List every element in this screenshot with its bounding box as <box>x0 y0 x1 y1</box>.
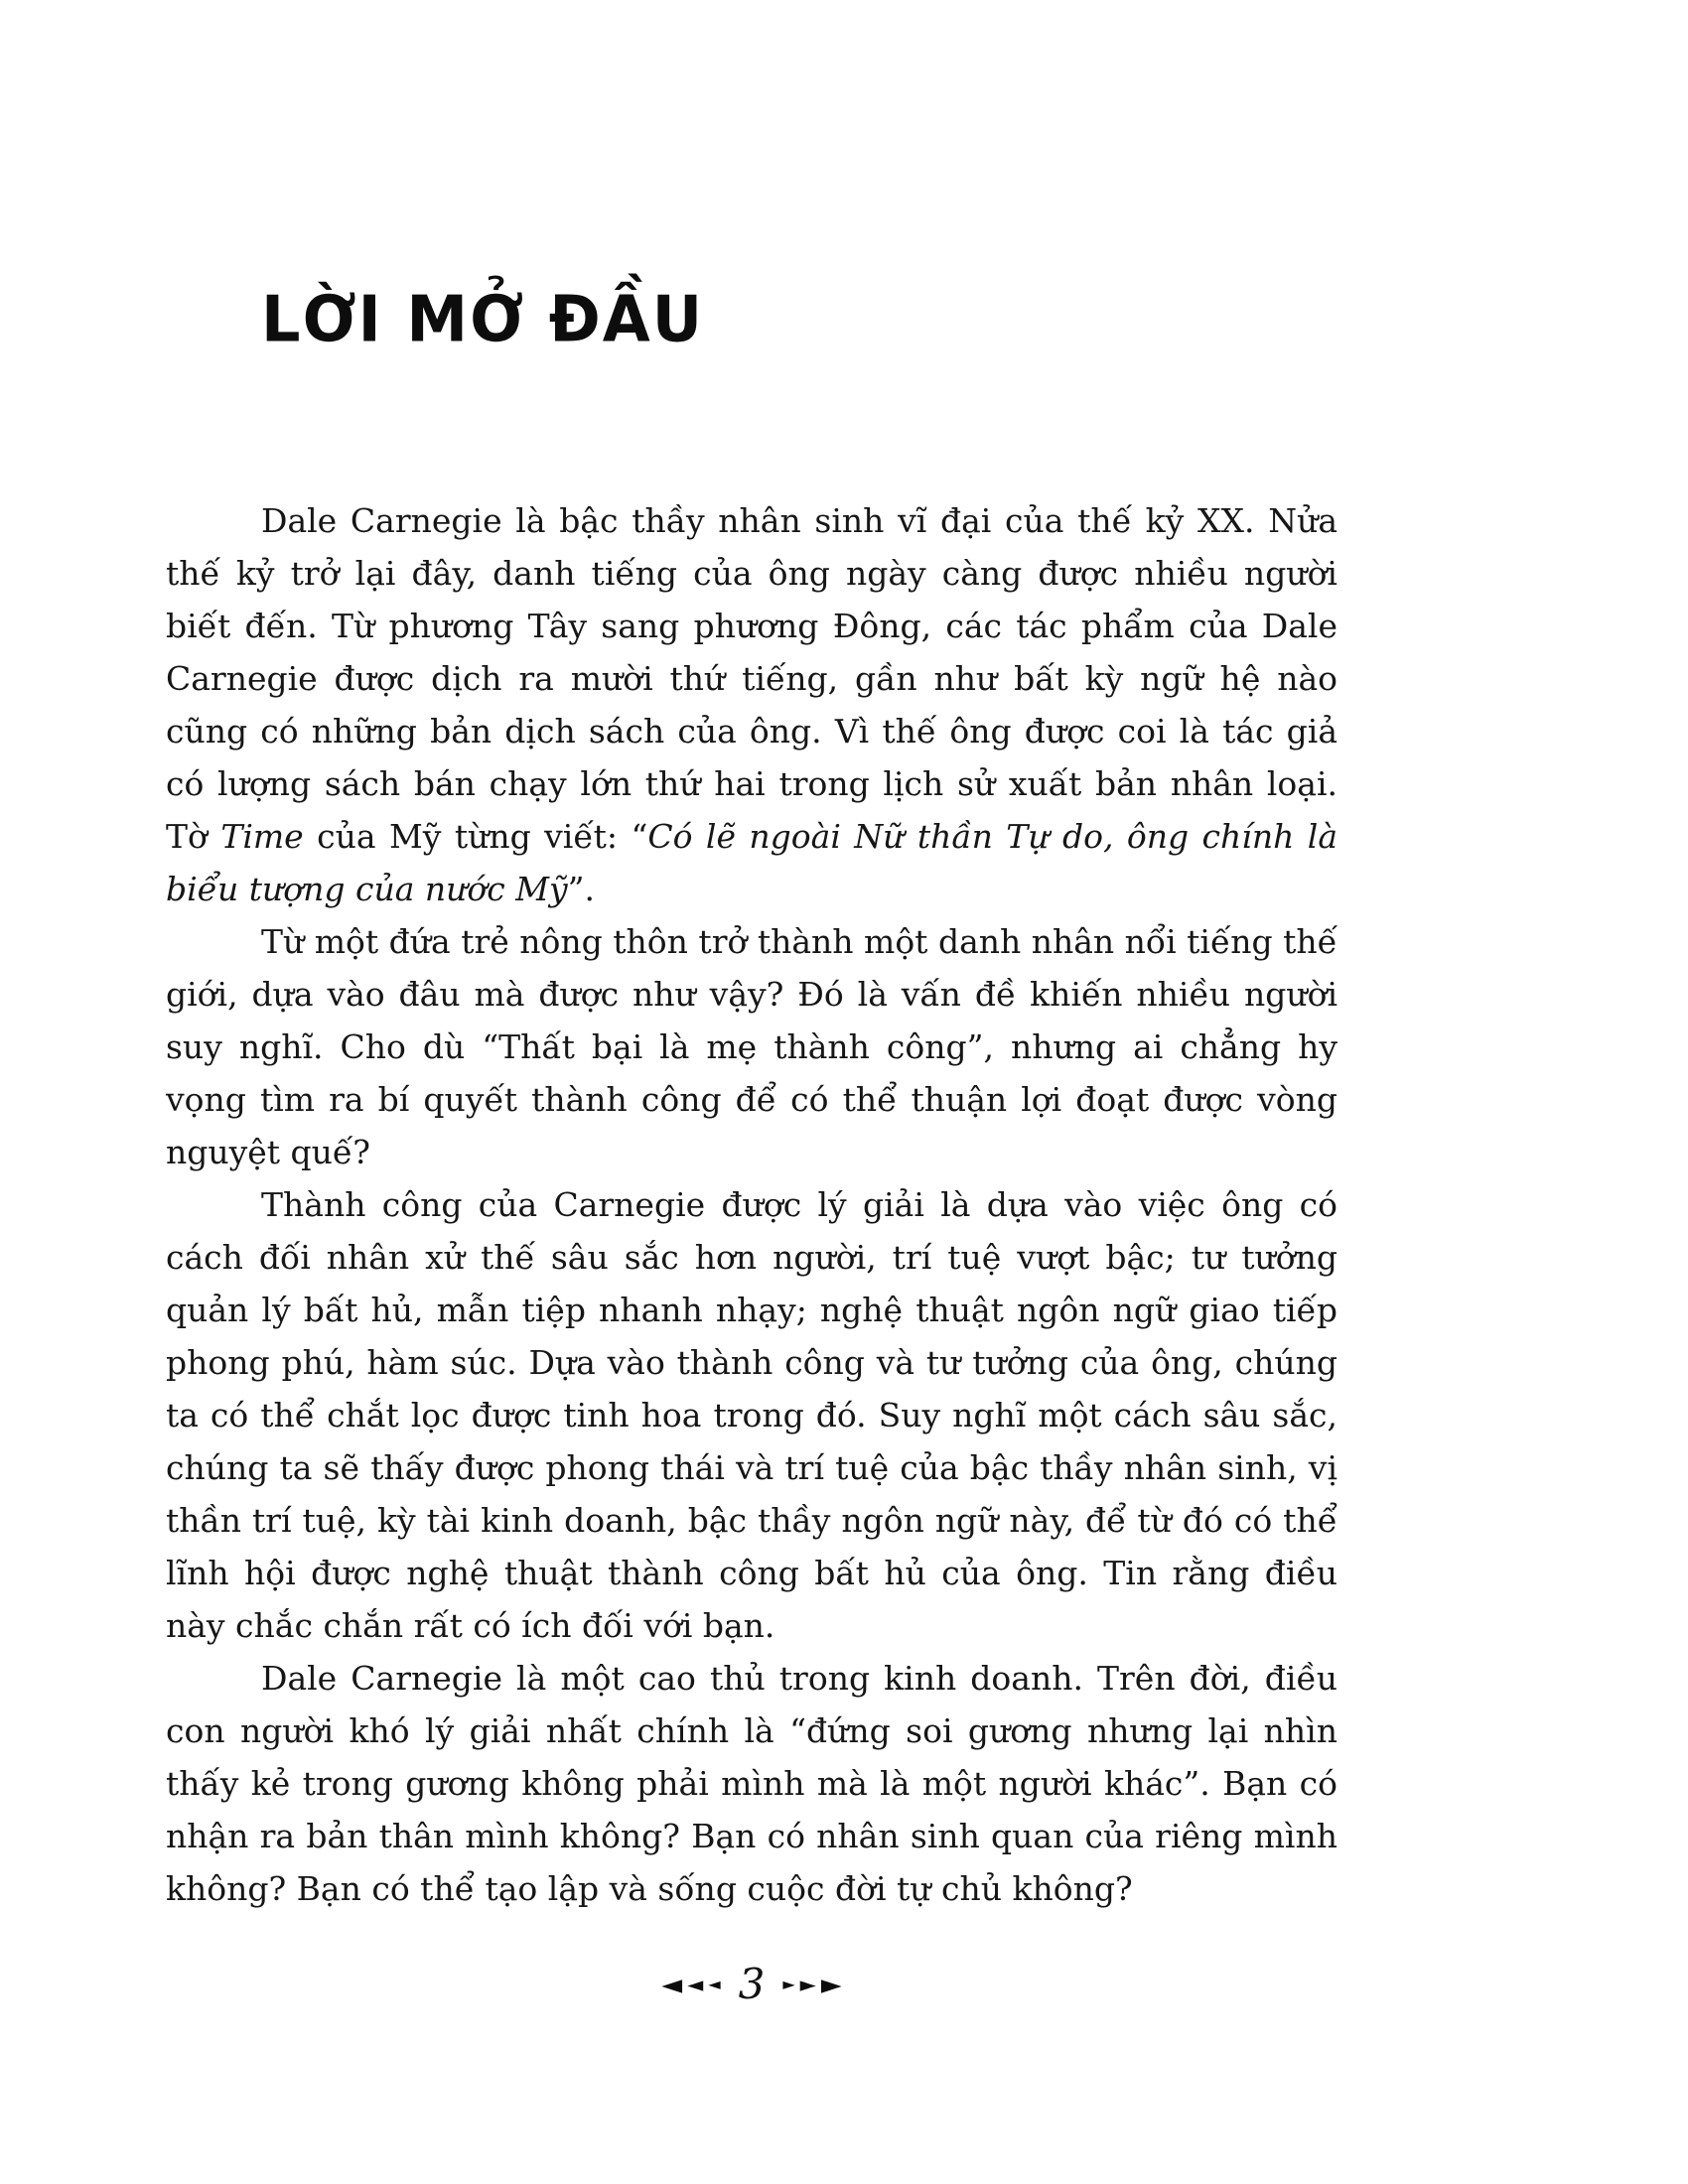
text-segment: Dale Carnegie là bậc thầy nhân sinh vĩ đại của thế kỷ XX. Nửa thế kỷ trở lại đây, danh tiếng của ông ngày càng được nhiều người biết đến. Từ phương Tây sang phương Đông, các tác phẩm của Dale Carnegie được dịch ra mười thứ tiếng, gần như bất kỳ ngữ hệ nào cũng có những bản dịch sách của ông. Vì thế ông được coi là tác giả có lượng sách bán chạy lớn thứ hai trong lịch sử xuất bản nhân loại. Tờ <box>166 501 1337 856</box>
paragraph <box>166 494 1337 915</box>
text-segment: Thành công của Carnegie được lý giải là dựa vào việc ông có cách đối nhân xử thế sâu sắc hơn người, trí tuệ vượt bậc; tư tưởng quản lý bất hủ, mẫn tiệp nhanh nhạy; nghệ thuật ngôn ngữ giao tiếp phong phú, hàm súc. Dựa vào thành công và tư tưởng của ông, chúng ta có thể chắt lọc được tinh hoa trong đó. Suy nghĩ một cách sâu sắc, chúng ta sẽ thấy được phong thái và trí tuệ của bậc thầy nhân sinh, vị thần trí tuệ, kỳ tài kinh doanh, bậc thầy ngôn ngữ này, để từ đó có thể lĩnh hội được nghệ thuật thành công bất hủ của ông. Tin rằng điều này chắc chắn rất có ích đối với bạn. <box>166 1185 1337 1645</box>
left-arrow-icon: ◄ <box>661 1969 683 2000</box>
chapter-heading: LỜI MỞ ĐẦU <box>261 281 705 356</box>
right-arrow-icon: ► <box>782 1975 795 1993</box>
page-footer <box>166 1960 1337 2008</box>
text-segment: Có lẽ ngoài Nữ thần Tự do, ông chính là biểu tượng của nước Mỹ <box>166 817 1338 908</box>
text-segment: Từ một đứa trẻ nông thôn trở thành một danh nhân nổi tiếng thế giới, dựa vào đâu mà được như vậy? Đó là vấn đề khiến nhiều người suy nghĩ. Cho dù “Thất bại là mẹ thành công”, nhưng ai chẳng hy vọng tìm ra bí quyết thành công để có thể thuận lợi đoạt được vòng nguyệt quế? <box>166 922 1337 1171</box>
right-arrow-icon: ► <box>820 1969 842 2000</box>
paragraph <box>166 915 1337 1178</box>
left-arrow-icon: ◄ <box>708 1975 721 1993</box>
right-arrow-icon: ► <box>799 1972 816 1996</box>
paragraph <box>166 1178 1337 1652</box>
paragraph <box>166 1652 1337 1915</box>
text-segment: ”. <box>567 870 596 908</box>
text-segment: Dale Carnegie là một cao thủ trong kinh doanh. Trên đời, điều con người khó lý giải nhất chính là “đứng soi gương nhưng lại nhìn thấy kẻ trong gương không phải mình mà là một người khác”. Bạn có nhận ra bản thân mình không? Bạn có nhân sinh quan của riêng mình không? Bạn có thể tạo lập và sống cuộc đời tự chủ không? <box>166 1659 1337 1908</box>
text-segment: Time <box>220 817 304 856</box>
body-text <box>166 494 1337 1915</box>
page-number: 3 <box>738 1960 766 2008</box>
left-arrow-icon: ◄ <box>687 1972 704 1996</box>
text-segment: của Mỹ từng viết: “ <box>303 817 648 856</box>
